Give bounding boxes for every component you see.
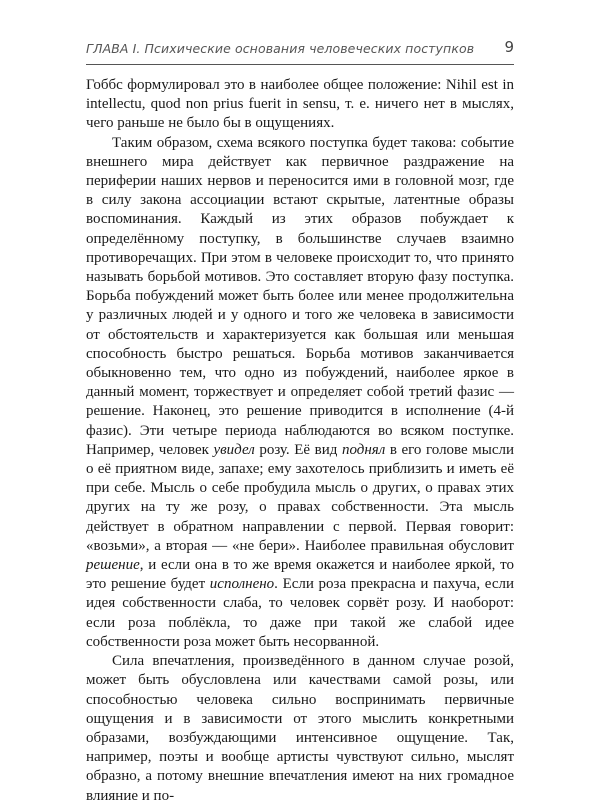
running-head-title: ГЛАВА I. Психические основания человеческих поступков <box>86 41 475 56</box>
paragraph <box>86 652 514 806</box>
text-run: Гоббс формулировал это в наиболее общее положение: Nihil est in intellectu, quod non prius fuerit in sensu, т. е. ничего нет в мыслях, чего раньше не было бы в ощущениях. <box>86 77 514 132</box>
running-header <box>86 38 514 65</box>
page-number: 9 <box>504 38 514 56</box>
emphasis-text: решение <box>86 557 140 574</box>
body-text <box>86 76 514 806</box>
emphasis-text: исполнено <box>209 576 275 593</box>
emphasis-text: поднял <box>341 441 386 458</box>
text-run: розу. Её вид <box>254 441 342 458</box>
text-run: Таким образом, схема всякого поступка будет такова: событие внешнего мира действует как первичное раздражение на периферии наших нервов и переносится ими в головной мозг, где в силу закона ассоциации встают скрытые, латентные образы воспоминания. Каждый из этих образов побуждает к определённому поступку, в большинстве случаев взаимно противоречащих. При этом в человеке происходит то, что принято называть борьбой мотивов. Это составляет вторую фазу поступка. Борьба побуждений может быть более или менее продолжительна у различных людей и у одного и того же человека в зависимости от обстоятельств и характеризуется как большая или меньшая способность быстро решаться. Борьба мотивов заканчивается обыкновенно тем, что одно из побуждений, наиболее яркое в данный момент, торжествует и определяет собой третий фазис — решение. Наконец, это решение приводится в исполнение (4-й фазис). Эти четыре периода наблюдаются во всяком поступке. Например, человек <box>86 134 514 458</box>
text-run: , и если она в то же время окажется и наиболее яркой, то это решение будет <box>86 557 514 593</box>
paragraph <box>86 76 514 134</box>
paragraph <box>86 134 514 652</box>
emphasis-text: увидел <box>213 441 255 458</box>
text-run: . Если роза прекрасна и пахуча, если идея собственности слаба, то человек сорвёт розу. И наоборот: если роза поблёкла, то даже при такой же слабой идее собственности роза может быть несорванной. <box>86 576 515 650</box>
text-run: в его голове мысли о её приятном виде, запахе; ему захотелось приблизить и иметь её при себе. Мысль о себе пробудила мысль о других, о правах этих других на ту же розу, о правах собственности. Эта мысль действует в обратном направлении с первой. Первая говорит: «возьми», а вторая — «не бери». Наиболее правильная обусловит <box>86 441 515 554</box>
text-run: Сила впечатления, произведённого в данном случае розой, может быть обусловлена или качествами самой розы, или способностью человека сильно воспринимать первичные ощущения и в зависимости от этого мыслить конкретными образами, возбуждающими интенсивное ощущение. Так, например, поэты и вообще артисты чувствуют сильно, мыслят образно, а потому внешние впечатления имеют на них громадное влияние и по- <box>86 653 514 804</box>
